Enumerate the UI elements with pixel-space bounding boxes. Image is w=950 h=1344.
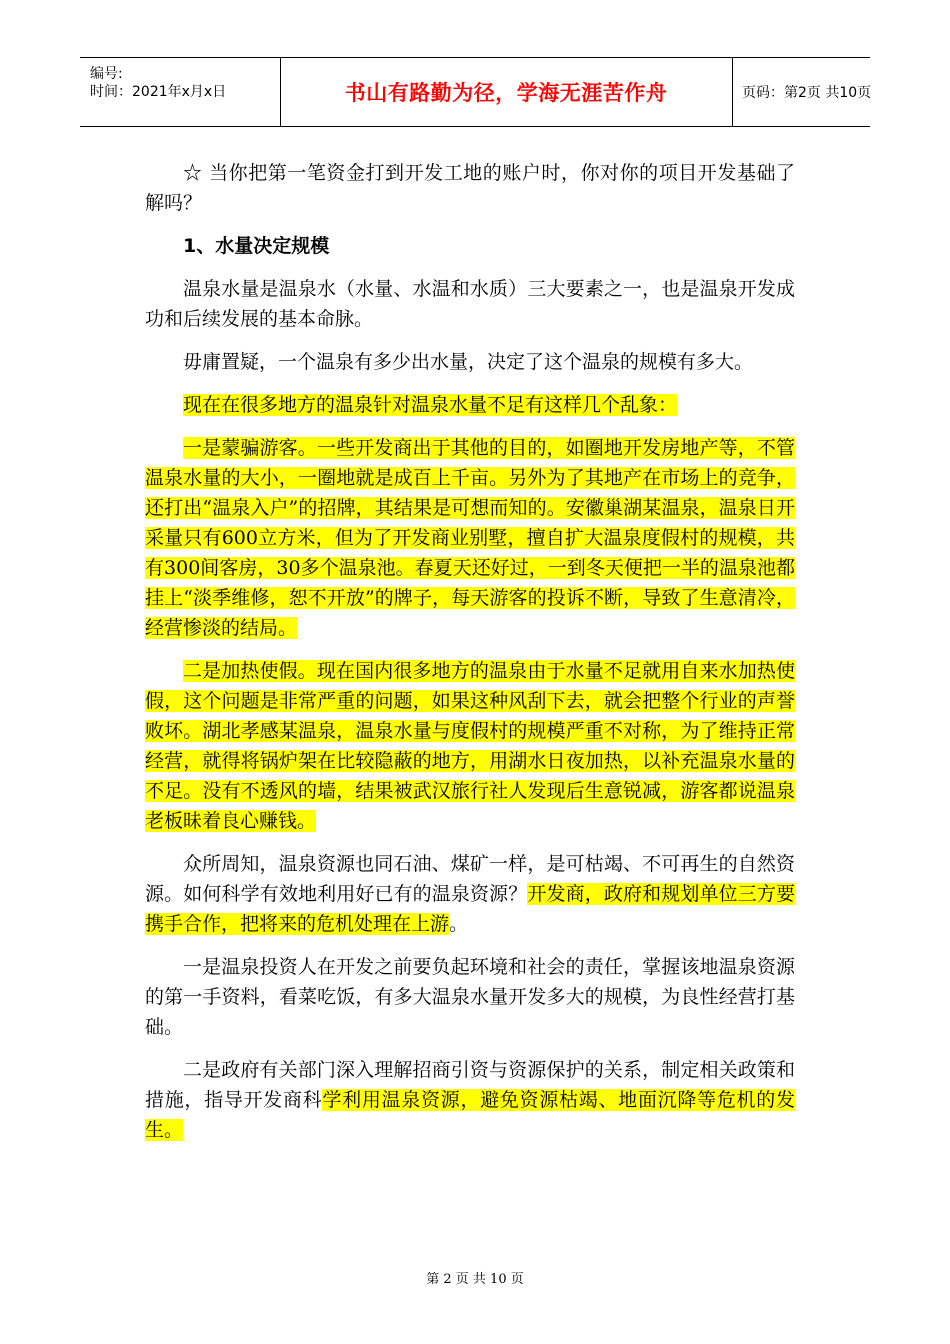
paragraph-highlighted	[145, 656, 795, 836]
paragraph-highlighted	[145, 390, 795, 420]
paragraph	[145, 849, 795, 939]
header-page-cell	[732, 58, 870, 126]
page-footer: 第 2 页 共 10 页	[426, 1272, 524, 1287]
header-motto-cell	[280, 58, 733, 126]
page-code: 页码：第2页 共10页	[742, 85, 872, 101]
text-run: 。	[449, 913, 469, 935]
section-heading: 1、水量决定规模	[183, 235, 330, 257]
highlight-text: 学利用温泉资源，避免资源枯竭、地面沉降等危机的发生。	[145, 1089, 795, 1141]
paragraph: 毋庸置疑，一个温泉有多少出水量，决定了这个温泉的规模有多大。	[183, 351, 754, 373]
highlight-text: 二是加热使假。现在国内很多地方的温泉由于水量不足就用自来水加热使假，这个问题是非常严重的问题，如果这种风刮下去，就会把整个行业的声誉败坏。湖北孝感某温泉，温泉水量与度假村的规模严重不对称，为了维持正常经营，就得将锅炉架在比较隐蔽的地方，用湖水日夜加热，以补充温泉水量的不足。没有不透风的墙，结果被武汉旅行社人发现后生意锐减，游客都说温泉老板昧着良心赚钱。	[145, 660, 795, 832]
motto: 书山有路勤为径，学海无涯苦作舟	[344, 80, 668, 105]
paragraph: 一是温泉投资人在开发之前要负起环境和社会的责任，掌握该地温泉资源的第一手资料，看菜吃饭，有多大温泉水量开发多大的规模，为良性经营打基础。	[145, 956, 795, 1038]
highlight-text: 开发商，政府和规划单位三方要携手合作，把将来的危机处理在上游	[145, 883, 795, 935]
highlight-text: 一是蒙骗游客。一些开发商出于其他的目的，如圈地开发房地产等，不管温泉水量的大小，一圈地就是成百上千亩。另外为了其地产在市场上的竞争，还打出“温泉入户”的招牌，其结果是可想而知的。安徽巢湖某温泉，温泉日开采量只有600立方米，但为了开发商业别墅，擅自扩大温泉度假村的规模，共有300间客房，30多个温泉池。春夏天还好过，一到冬天便把一半的温泉池都挂上“淡季维修，恕不开放”的牌子，每天游客的投诉不断，导致了生意清冷，经营惨淡的结局。	[145, 437, 795, 639]
paragraph: 温泉水量是温泉水（水量、水温和水质）三大要素之一，也是温泉开发成功和后续发展的基本命脉。	[145, 278, 795, 330]
time-label: 时间：2021年x月x日	[90, 84, 227, 100]
document-body	[145, 158, 795, 1158]
header-meta	[80, 58, 281, 126]
text-run: 众所周知，温泉资源也同石油、煤矿一样，是可枯竭、不可再生的自然资源。如何科学有效地利用好已有的温泉资源？	[145, 853, 795, 905]
text-run: 二是政府有关部门深入理解招商引资与资源保护的关系，制定相关政策和措施，指导开发商科	[145, 1059, 795, 1111]
paragraph-highlighted	[145, 433, 795, 643]
highlight-text: 现在在很多地方的温泉针对温泉水量不足有这样几个乱象：	[183, 394, 678, 416]
paragraph-intro: ☆ 当你把第一笔资金打到开发工地的账户时，你对你的项目开发基础了解吗？	[145, 162, 795, 214]
paragraph	[145, 1055, 795, 1145]
page-header	[80, 57, 870, 127]
number-label: 编号:	[90, 66, 123, 82]
